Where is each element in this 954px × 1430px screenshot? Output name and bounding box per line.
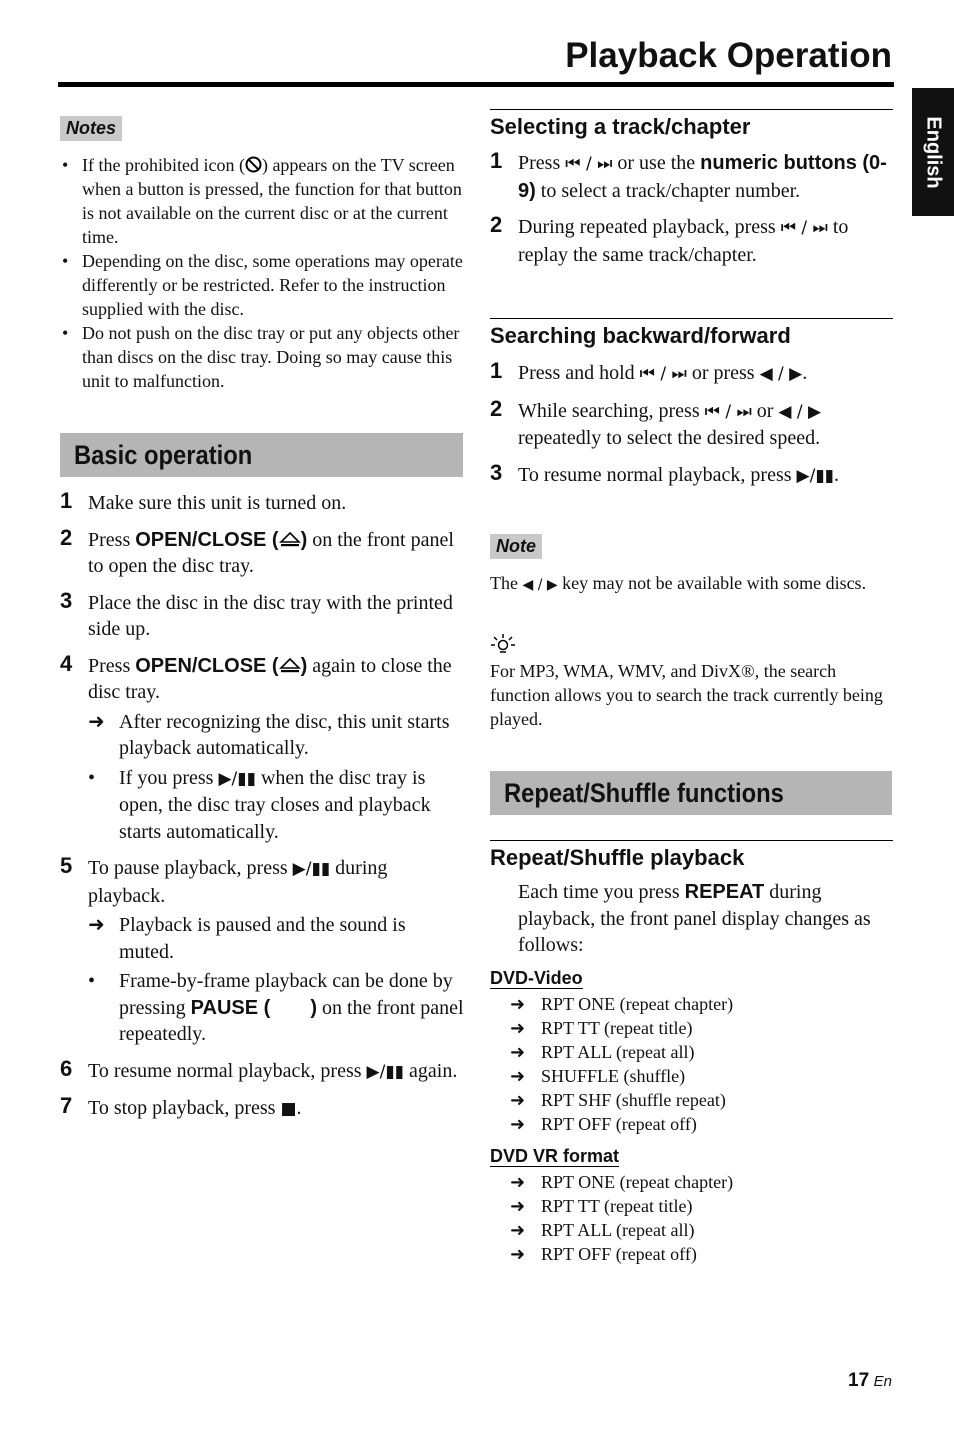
list-item: ➜ RPT TT (repeat title) <box>510 1194 913 1218</box>
language-tab <box>912 88 954 216</box>
list-item: ➜ RPT ALL (repeat all) <box>510 1040 913 1064</box>
dvd-vr-label: DVD VR format <box>490 1146 620 1166</box>
basic-steps <box>60 490 464 1123</box>
title-rule <box>58 82 894 87</box>
step-5: 5 To pause playback, press ▶/▮▮ during playback. ➜ Playback is paused and the sound is muted. • Frame-by-frame playback can be done by pressing PAUSE ( ) on the front panel repeatedly. <box>60 855 464 1048</box>
step-6: 6 To resume normal playback, press ▶/▮▮ again. <box>60 1055 458 1082</box>
note-box <box>490 534 542 559</box>
stop-icon: ■ <box>280 1099 297 1119</box>
notes-box <box>60 116 122 141</box>
list-item: ➜ RPT OFF (repeat off) <box>510 1242 913 1266</box>
page-title: Playback Operation <box>565 36 892 75</box>
subsection-selecting-track: Selecting a track/chapter <box>490 109 893 141</box>
list-item: ➜ SHUFFLE (shuffle) <box>510 1064 913 1088</box>
skip-prev-next-icon: ⏮ / ⏭ <box>639 364 687 384</box>
subsection-repeat-playback: Repeat/Shuffle playback <box>490 840 893 872</box>
play-pause-icon: ▶/▮▮ <box>366 1061 405 1082</box>
tip-lightbulb-icon <box>490 633 516 655</box>
section-title: Repeat/Shuffle functions <box>504 777 784 808</box>
note-item: • Do not push on the disc tray or put any objects other than discs on the disc tray. Doing so may cause this unit to malfunction. <box>60 321 464 393</box>
result-item: ➜ Playback is paused and the sound is muted. <box>88 914 406 963</box>
left-right-icon: ◀ / ▶ <box>778 401 822 422</box>
note-item: • If the prohibited icon ( ) appears on the TV screen when a button is pressed, the function for that button is not available on the current disc or at the current time. <box>60 153 464 249</box>
note-item: • Depending on the disc, some operations may operate differently or be restricted. Refer to the instruction supplied with the disc. <box>60 249 464 321</box>
play-pause-icon: ▶/▮▮ <box>292 859 331 879</box>
step-1: 1 Press and hold ⏮ / ⏭ or press ◀ / ▶. <box>490 358 808 384</box>
dvd-video-list <box>490 992 913 1136</box>
step-1: 1 Make sure this unit is turned on. <box>60 488 347 514</box>
list-item: ➜ RPT ONE (repeat chapter) <box>510 992 913 1016</box>
step-1: 1 Press ⏮ / ⏭ or use the numeric buttons (0-9) to select a track/chapter number. <box>490 148 887 202</box>
left-right-icon: ◀ / ▶ <box>759 364 803 384</box>
tip-text: For MP3, WMA, WMV, and DivX®, the search function allows you to search the track currently being played. <box>490 661 883 729</box>
page-number: 17 En <box>848 1370 892 1391</box>
step-3: 3 Place the disc in the disc tray with the printed side up. <box>60 587 453 640</box>
bullet-item: • If you press ▶/▮▮ when the disc tray is open, the disc tray closes and playback starts automatically. <box>88 766 431 843</box>
list-item: ➜ RPT ALL (repeat all) <box>510 1218 913 1242</box>
step-2: 2 While searching, press ⏮ / ⏭ or ◀ / ▶ repeatedly to select the desired speed. <box>490 395 822 449</box>
step-2: 2 During repeated playback, press ⏮ / ⏭ to replay the same track/chapter. <box>490 212 849 266</box>
note-label: Note <box>490 534 542 559</box>
skip-prev-next-icon: ⏮ / ⏭ <box>780 218 828 238</box>
list-item: ➜ RPT TT (repeat title) <box>510 1016 913 1040</box>
notes-list <box>60 153 464 393</box>
section-title: Basic operation <box>74 439 253 470</box>
list-item: ➜ RPT OFF (repeat off) <box>510 1112 913 1136</box>
notes-label: Notes <box>60 116 122 141</box>
subsection-searching: Searching backward/forward <box>490 318 893 350</box>
prohibited-icon <box>245 156 262 173</box>
result-item: ➜ After recognizing the disc, this unit starts playback automatically. <box>88 710 450 759</box>
dvd-video-label: DVD-Video <box>490 968 583 988</box>
language-tab-label: English <box>922 115 945 189</box>
section-repeat-shuffle <box>490 771 892 815</box>
list-item: ➜ RPT ONE (repeat chapter) <box>510 1170 913 1194</box>
skip-prev-next-icon: ⏮ / ⏭ <box>565 154 613 174</box>
step-3: 3 To resume normal playback, press ▶/▮▮. <box>490 459 840 486</box>
section-basic-operation <box>60 433 463 477</box>
step-7: 7 To stop playback, press ■. <box>60 1093 302 1119</box>
play-pause-icon: ▶/▮▮ <box>218 768 256 789</box>
step-2: 2 Press OPEN/CLOSE ( ) on the front panel to open the disc tray. <box>60 524 454 577</box>
dvd-vr-list <box>490 1170 913 1266</box>
eject-icon <box>279 531 301 548</box>
play-pause-icon: ▶/▮▮ <box>796 465 835 486</box>
skip-prev-next-icon: ⏮ / ⏭ <box>704 401 752 422</box>
repeat-intro: Each time you press REPEAT during playback, the front panel display changes as follows: <box>518 881 871 956</box>
left-right-icon: ◀ / ▶ <box>522 577 558 593</box>
bullet-item: • Frame-by-frame playback can be done by pressing PAUSE ( ) on the front panel repeatedly. <box>88 970 464 1045</box>
select-steps <box>490 150 893 268</box>
step-4: 4 Press OPEN/CLOSE ( ) again to close the disc tray. ➜ After recognizing the disc, this unit starts playback automatically. • If you press ▶/▮▮ when the disc tray is open, the disc tray closes and playback starts automatically. <box>60 653 464 846</box>
list-item: ➜ RPT SHF (shuffle repeat) <box>510 1088 913 1112</box>
search-steps <box>490 360 893 489</box>
note-text: The ◀ / ▶ key may not be available with some discs. <box>490 573 867 593</box>
eject-icon <box>279 657 301 674</box>
